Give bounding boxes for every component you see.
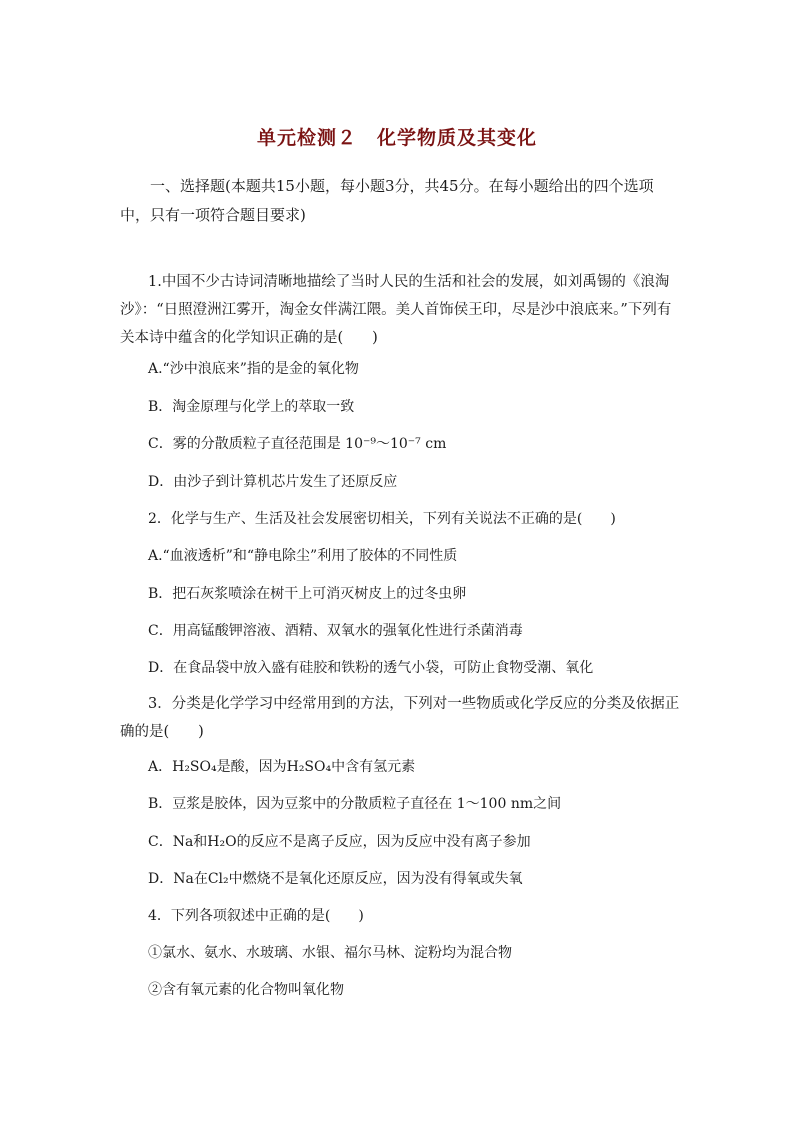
question-1-option-c: C．雾的分散质粒子直径范围是 10⁻⁹～10⁻⁷ cm xyxy=(148,436,447,452)
question-3-option-a: A．H₂SO₄是酸，因为H₂SO₄中含有氢元素 xyxy=(148,759,416,775)
question-2-option-c: C．用高锰酸钾溶液、酒精、双氧水的强氧化性进行杀菌消毒 xyxy=(148,623,523,639)
question-1-option-d: D．由沙子到计算机芯片发生了还原反应 xyxy=(148,474,398,490)
section-intro: 一、选择题(本题共15小题，每小题3分，共45分。在每小题给出的四个选项中，只有一项符合题目要求) xyxy=(120,177,654,224)
question-1-option-b: B．淘金原理与化学上的萃取一致 xyxy=(148,399,355,415)
question-3-option-b: B．豆浆是胶体，因为豆浆中的分散质粒子直径在 1～100 nm之间 xyxy=(148,796,562,812)
question-2-option-d: D．在食品袋中放入盛有硅胶和铁粉的透气小袋，可防止食物受潮、氧化 xyxy=(148,660,594,676)
question-2-option-b: B．把石灰浆喷涂在树干上可消灭树皮上的过冬虫卵 xyxy=(148,586,467,602)
question-3-option-d: D．Na在Cl₂中燃烧不是氧化还原反应，因为没有得氧或失氧 xyxy=(148,871,523,887)
page-title: 单元检测２ 化学物质及其变化 xyxy=(256,127,537,149)
question-3-option-c: C．Na和H₂O的反应不是离子反应，因为反应中没有离子参加 xyxy=(148,834,531,850)
question-1-option-a: A.“沙中浪底来”指的是金的氧化物 xyxy=(148,361,359,377)
question-1-stem: 1.中国不少古诗词清晰地描绘了当时人民的生活和社会的发展，如刘禹锡的《浪淘沙》：“日照澄洲江雾开，淘金女伴满江隈。美人首饰侯王印，尽是沙中浪底来。”下列有关本诗中蕴含的化学知识正确的是( ) xyxy=(120,274,672,346)
question-2-stem: 2．化学与生产、生活及社会发展密切相关，下列有关说法不正确的是( ) xyxy=(148,511,616,527)
question-4-item-2: ②含有氧元素的化合物叫氧化物 xyxy=(148,982,344,998)
question-4-item-1: ①氯水、氨水、水玻璃、水银、福尔马林、淀粉均为混合物 xyxy=(148,945,512,961)
question-2-option-a: A.“血液透析”和“静电除尘”利用了胶体的不同性质 xyxy=(148,548,458,564)
question-3-stem: 3．分类是化学学习中经常用到的方法，下列对一些物质或化学反应的分类及依据正确的是( ) xyxy=(120,696,680,740)
question-4-stem: 4．下列各项叙述中正确的是( ) xyxy=(148,908,364,924)
